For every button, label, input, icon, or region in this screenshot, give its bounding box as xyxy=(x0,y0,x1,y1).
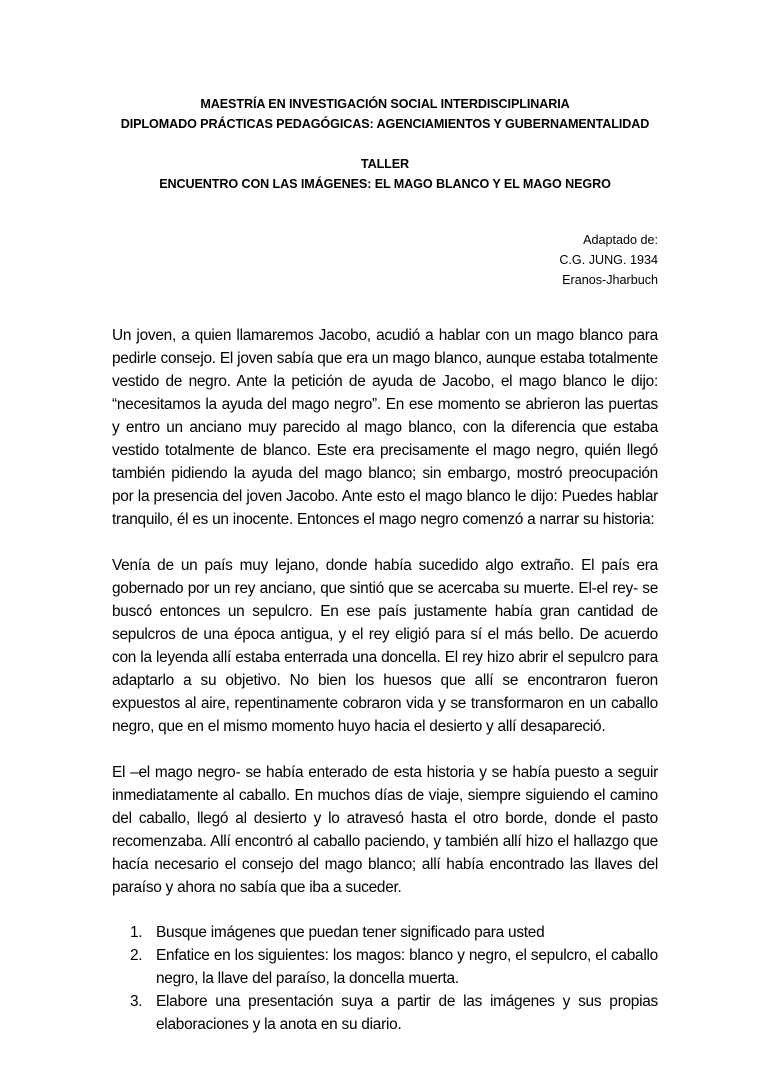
list-item xyxy=(112,921,658,944)
source-adapted-label: Adaptado de: xyxy=(583,233,658,247)
story-paragraph-1: Un joven, a quien llamaremos Jacobo, acudió a hablar con un mago blanco para pedirle consejo. El joven sabía que era un mago blanco, aunque estaba totalmente vestido de negro. Ante la petición de ayuda de Jacobo, el mago blanco le dijo: “necesitamos la ayuda del mago negro”. En ese momento se abrieron las puertas y entro un anciano muy parecido al mago blanco, con la diferencia que estaba vestido totalmente de blanco. Este era precisamente el mago negro, quién llegó también pidiendo la ayuda del mago blanco; sin embargo, mostró preocupación por la presencia del joven Jacobo. Ante esto el mago blanco le dijo: Puedes hablar tranquilo, él es un inocente. Entonces el mago negro comenzó a narrar su historia: xyxy=(112,327,658,528)
list-item-number: 1. xyxy=(130,924,143,941)
document-content xyxy=(112,94,658,1036)
source-publication: Eranos-Jharbuch xyxy=(562,273,658,287)
workshop-title: ENCUENTRO CON LAS IMÁGENES: EL MAGO BLANCO Y EL MAGO NEGRO xyxy=(159,177,611,191)
workshop-label: TALLER xyxy=(360,157,410,171)
list-item xyxy=(112,944,658,990)
document-header xyxy=(112,94,658,194)
list-item xyxy=(112,990,658,1036)
story-paragraph-3: El –el mago negro- se había enterado de esta historia y se había puesto a seguir inmediatamente al caballo. En muchos días de viaje, siempre siguiendo el camino del caballo, llegó al desierto y lo atravesó hasta el otro borde, donde el pasto recomenzaba. Allí encontró al caballo paciendo, y también allí hizo el hallazgo que hacía necesario el consejo del mago blanco; allí había encontrado las llaves del paraíso y ahora no sabía que iba a suceder. xyxy=(112,764,658,896)
diploma-title: DIPLOMADO PRÁCTICAS PEDAGÓGICAS: AGENCIAMIENTOS Y GUBERNAMENTALIDAD xyxy=(120,117,650,131)
program-title: MAESTRÍA EN INVESTIGACIÓN SOCIAL INTERDISCIPLINARIA xyxy=(200,97,570,111)
source-citation xyxy=(112,230,658,290)
story-paragraph-2: Venía de un país muy lejano, donde había sucedido algo extraño. El país era gobernado por un rey anciano, que sintió que se acercaba su muerte. El-el rey- se buscó entonces un sepulcro. En ese país justamente había gran cantidad de sepulcros de una época antigua, y el rey eligió para sí el más bello. De acuerdo con la leyenda allí estaba enterrada una doncella. El rey hizo abrir el sepulcro para adaptarlo a su objetivo. No bien los huesos que allí se encontraron fueron expuestos al aire, repentinamente cobraron vida y se transformaron en un caballo negro, que en el mismo momento huyo hacia el desierto y allí desapareció. xyxy=(112,557,658,735)
list-item-text: Enfatice en los siguientes: los magos: blanco y negro, el sepulcro, el caballo negro, la llave del paraíso, la doncella muerta. xyxy=(156,947,658,987)
list-item-number: 3. xyxy=(130,993,143,1010)
task-list xyxy=(112,921,658,1036)
list-item-text: Busque imágenes que puedan tener significado para usted xyxy=(156,924,545,941)
list-item-number: 2. xyxy=(130,947,143,964)
source-author: C.G. JUNG. 1934 xyxy=(559,253,658,267)
list-item-text: Elabore una presentación suya a partir de las imágenes y sus propias elaboraciones y la anota en su diario. xyxy=(156,993,658,1033)
